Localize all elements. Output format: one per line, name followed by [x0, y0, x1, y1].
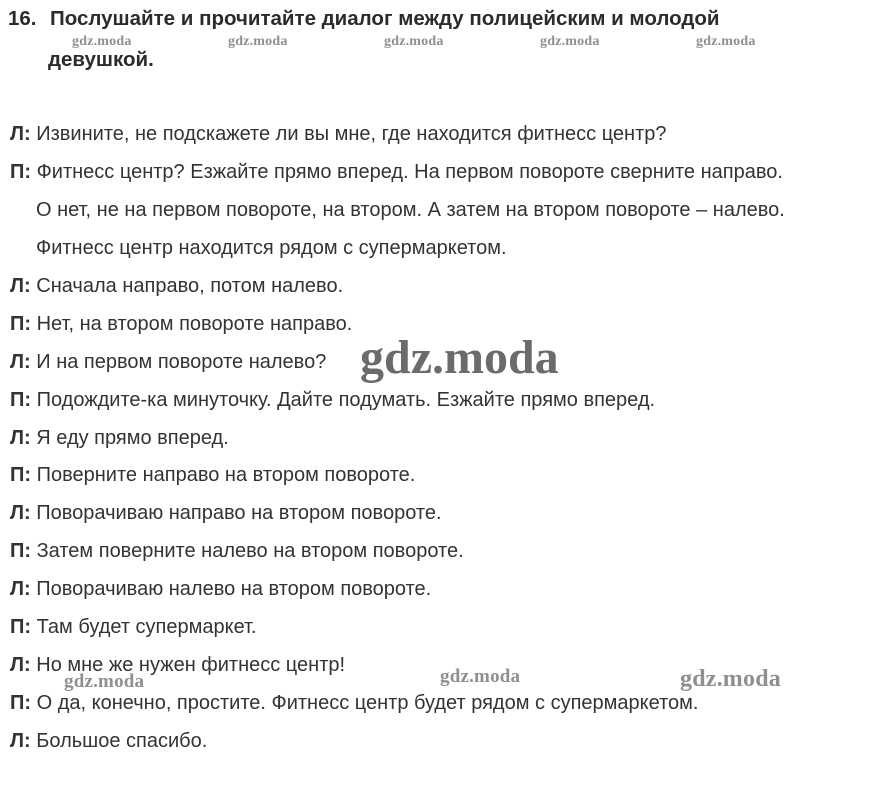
- dialogue-text: Поверните направо на втором повороте.: [31, 464, 416, 486]
- speaker-label: Л:: [10, 502, 31, 524]
- dialogue-line: [10, 388, 655, 412]
- dialogue-text: Сначала направо, потом налево.: [30, 275, 344, 297]
- dialogue-text: О нет, не на первом повороте, на втором. А затем на втором повороте – налево.: [36, 199, 785, 221]
- dialogue-text: Большое спасибо.: [30, 730, 208, 752]
- dialogue-line: [36, 236, 507, 260]
- dialogue-line: [10, 160, 783, 184]
- dialogue-text: Там будет супермаркет.: [31, 616, 257, 638]
- dialogue-text: Я еду прямо вперед.: [30, 427, 229, 449]
- dialogue-text: О да, конечно, простите. Фитнесс центр будет рядом с супермаркетом.: [31, 692, 699, 714]
- dialogue-text: Поворачиваю направо на втором повороте.: [30, 502, 442, 524]
- dialogue-line: [10, 312, 352, 336]
- watermark: gdz.moda: [696, 34, 756, 49]
- speaker-label: П:: [10, 389, 32, 411]
- speaker-label: Л:: [10, 730, 31, 752]
- speaker-label: П:: [10, 161, 32, 183]
- watermark: gdz.moda: [360, 331, 559, 384]
- speaker-label: Л:: [10, 123, 31, 145]
- dialogue-line: [10, 653, 345, 677]
- dialogue-text: Затем поверните налево на втором повороте.: [31, 540, 464, 562]
- speaker-label: П:: [10, 540, 32, 562]
- speaker-label: Л:: [10, 654, 31, 676]
- dialogue-line: [10, 274, 343, 298]
- dialogue-text: Нет, на втором повороте направо.: [31, 313, 353, 335]
- speaker-label: П:: [10, 313, 32, 335]
- speaker-label: Л:: [10, 351, 31, 373]
- dialogue-text: Но мне же нужен фитнесс центр!: [30, 654, 346, 676]
- watermark: gdz.moda: [72, 34, 132, 49]
- watermark: gdz.moda: [384, 34, 444, 49]
- dialogue-line: [10, 577, 431, 601]
- dialogue-text: Фитнесс центр? Езжайте прямо вперед. На первом повороте сверните направо.: [31, 161, 783, 183]
- dialogue-line: [10, 501, 442, 525]
- exercise-title: [8, 6, 868, 31]
- exercise-title-line2: девушкой.: [48, 48, 154, 71]
- dialogue-line: [10, 426, 229, 450]
- speaker-label: Л:: [10, 578, 31, 600]
- dialogue-line: [10, 463, 415, 487]
- watermark: gdz.moda: [540, 34, 600, 49]
- dialogue-text: Фитнесс центр находится рядом с супермаркетом.: [36, 237, 507, 259]
- dialogue-line: [10, 615, 257, 639]
- speaker-label: Л:: [10, 275, 31, 297]
- exercise-number: 16.: [8, 7, 37, 30]
- watermark: gdz.moda: [680, 666, 781, 692]
- speaker-label: П:: [10, 692, 32, 714]
- dialogue-line: [10, 122, 667, 146]
- watermark: gdz.moda: [440, 666, 521, 687]
- dialogue-line: [36, 198, 785, 222]
- dialogue-text: Подождите-ка минуточку. Дайте подумать. Езжайте прямо вперед.: [31, 389, 656, 411]
- exercise-title-line1: Послушайте и прочитайте диалог между полицейским и молодой: [50, 7, 720, 30]
- dialogue-line: [10, 729, 207, 753]
- watermark: gdz.moda: [64, 671, 145, 692]
- dialogue-text: И на первом повороте налево?: [30, 351, 327, 373]
- watermark: gdz.moda: [228, 34, 288, 49]
- speaker-label: П:: [10, 464, 32, 486]
- dialogue-line: [10, 350, 326, 374]
- speaker-label: П:: [10, 616, 32, 638]
- dialogue-text: Поворачиваю налево на втором повороте.: [30, 578, 432, 600]
- dialogue-line: [10, 691, 698, 715]
- speaker-label: Л:: [10, 427, 31, 449]
- dialogue-line: [10, 539, 464, 563]
- dialogue-text: Извините, не подскажете ли вы мне, где находится фитнесс центр?: [30, 123, 667, 145]
